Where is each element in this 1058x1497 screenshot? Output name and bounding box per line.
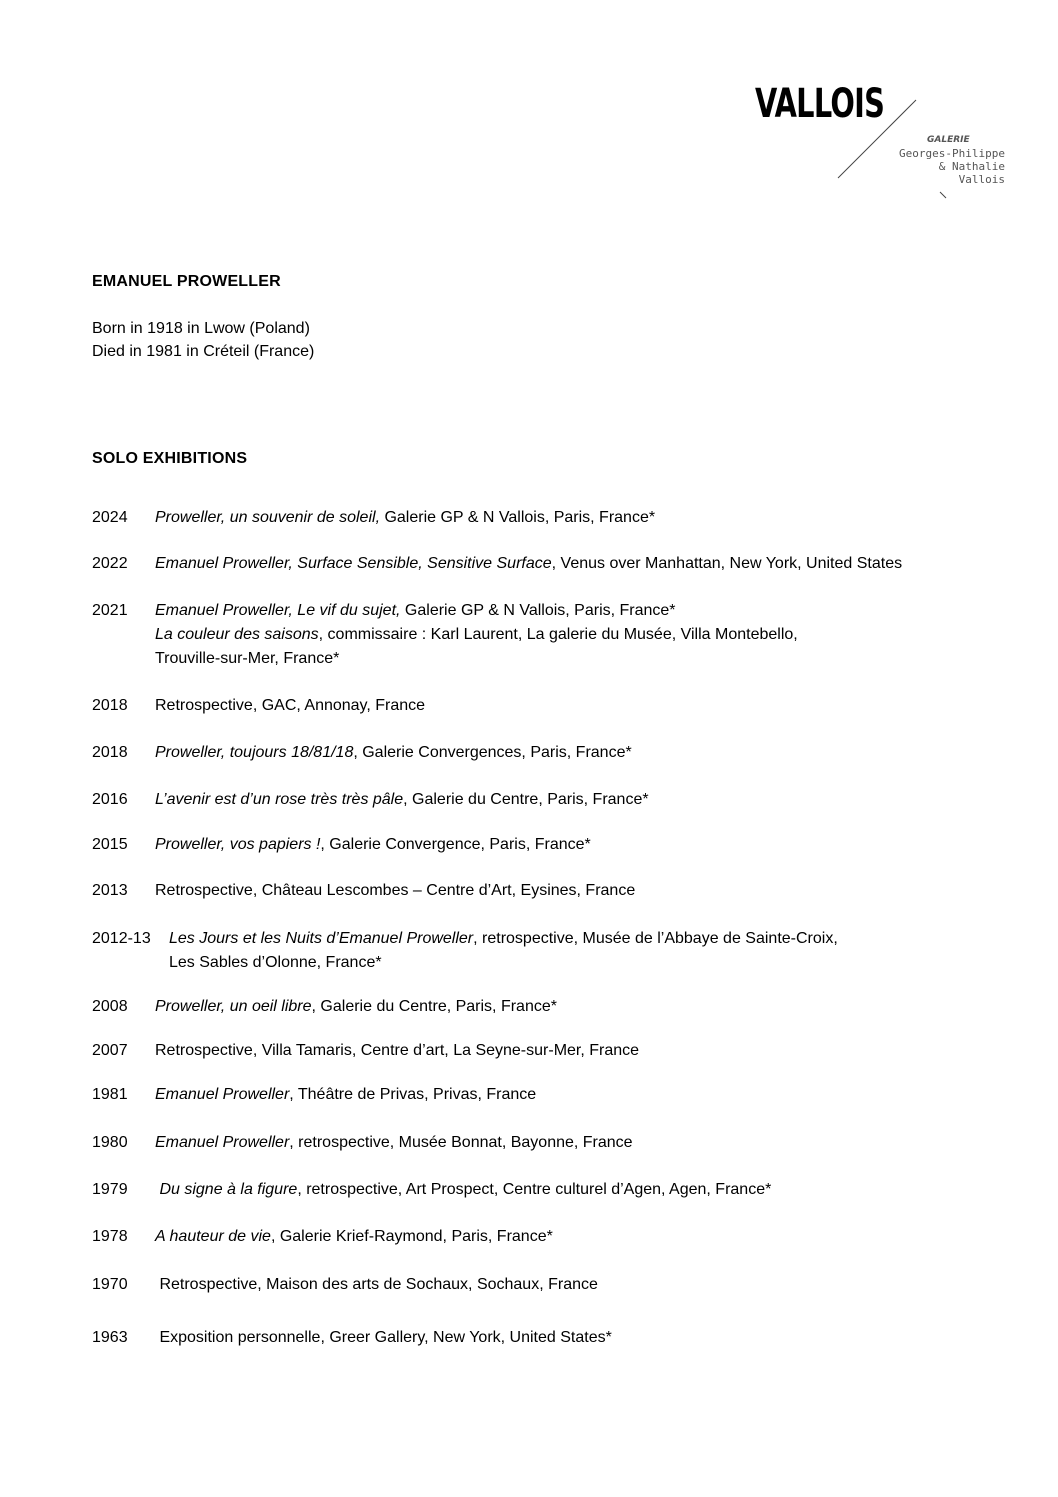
exhibition-year: 1970 (92, 1276, 128, 1293)
exhibition-entry (92, 995, 557, 1019)
artist-bio (92, 317, 314, 363)
logo-owners (890, 147, 1005, 186)
exhibition-year: 1963 (92, 1329, 128, 1346)
exhibition-details: Galerie GP & N Vallois, Paris, France* (400, 602, 676, 619)
exhibition-entry (92, 879, 635, 903)
exhibition-details: , retrospective, Musée de l’Abbaye de Sainte-Croix, (473, 930, 838, 947)
exhibition-title: Proweller, un souvenir de soleil, (155, 509, 381, 526)
exhibition-entry (92, 1326, 612, 1350)
exhibition-year: 2013 (92, 882, 128, 899)
exhibition-entry (92, 1225, 553, 1249)
gallery-logo (752, 80, 1052, 220)
exhibition-year: 2018 (92, 697, 128, 714)
exhibition-title: Proweller, toujours 18/81/18 (155, 744, 354, 761)
exhibition-year: 1980 (92, 1134, 128, 1151)
exhibition-year: 2024 (92, 509, 128, 526)
artist-name: EMANUEL PROWELLER (92, 273, 281, 290)
exhibition-details: Trouville-sur-Mer, France* (155, 650, 340, 667)
exhibition-year: 1981 (92, 1086, 128, 1103)
exhibition-entry (92, 741, 632, 765)
exhibition-year: 1978 (92, 1228, 128, 1245)
exhibition-title: Les Jours et les Nuits d’Emanuel Proweller (169, 930, 474, 947)
exhibition-entry (92, 833, 591, 857)
exhibition-year: 2015 (92, 836, 128, 853)
exhibition-year: 2007 (92, 1042, 128, 1059)
exhibition-year: 2016 (92, 791, 128, 808)
logo-owner-line: Vallois (958, 173, 1005, 186)
exhibition-entry (92, 1039, 639, 1063)
exhibition-year: 2022 (92, 555, 128, 572)
exhibition-details: Retrospective, Château Lescombes – Centre d’Art, Eysines, France (155, 882, 636, 899)
exhibition-entry (92, 1273, 598, 1297)
exhibition-entry (92, 552, 902, 576)
exhibition-title: La couleur des saisons (155, 626, 319, 643)
exhibition-entry (92, 1131, 633, 1155)
exhibition-title: Proweller, vos papiers ! (155, 836, 321, 853)
exhibition-details: Retrospective, Maison des arts de Sochaux, Sochaux, France (155, 1276, 598, 1293)
logo-owner-line: & Nathalie (938, 160, 1005, 173)
exhibition-entry (92, 599, 798, 671)
exhibition-entry (92, 1083, 536, 1107)
exhibition-details: , Galerie du Centre, Paris, France* (403, 791, 649, 808)
exhibition-details: , commissaire : Karl Laurent, La galerie du Musée, Villa Montebello, (318, 626, 798, 643)
exhibition-details: , Galerie du Centre, Paris, France* (311, 998, 557, 1015)
exhibition-title: Du signe à la figure (155, 1181, 298, 1198)
exhibition-details: Retrospective, Villa Tamaris, Centre d’art, La Seyne-sur-Mer, France (155, 1042, 640, 1059)
exhibition-title: Emanuel Proweller, Le vif du sujet, (155, 602, 401, 619)
exhibition-title: A hauteur de vie (155, 1228, 271, 1245)
exhibition-entry (92, 1178, 771, 1202)
exhibition-year: 2012-13 (92, 930, 151, 947)
exhibition-year: 2021 (92, 602, 128, 619)
exhibition-entry (92, 694, 425, 718)
logo-galerie-label: GALERIE (927, 135, 970, 145)
exhibition-year: 2018 (92, 744, 128, 761)
exhibition-title: L’avenir est d’un rose très très pâle (155, 791, 404, 808)
birth-line: Born in 1918 in Lwow (Poland) (92, 320, 310, 337)
exhibition-details: Exposition personnelle, Greer Gallery, New York, United States* (155, 1329, 612, 1346)
exhibition-details: , Galerie Krief-Raymond, Paris, France* (270, 1228, 553, 1245)
exhibition-details: Les Sables d’Olonne, France* (169, 954, 382, 971)
exhibition-details: , Galerie Convergence, Paris, France* (320, 836, 591, 853)
exhibition-details: , retrospective, Musée Bonnat, Bayonne, France (289, 1134, 633, 1151)
exhibition-title: Emanuel Proweller, Surface Sensible, Sensitive Surface (155, 555, 552, 572)
death-line: Died in 1981 in Créteil (France) (92, 343, 315, 360)
exhibition-title: Emanuel Proweller (155, 1086, 290, 1103)
exhibition-entry (92, 927, 838, 975)
exhibition-entry (92, 506, 655, 530)
exhibition-details: , Théâtre de Privas, Privas, France (289, 1086, 537, 1103)
exhibition-details: , Galerie Convergences, Paris, France* (353, 744, 632, 761)
exhibition-details: , retrospective, Art Prospect, Centre culturel d’Agen, Agen, France* (297, 1181, 772, 1198)
exhibition-details: Galerie GP & N Vallois, Paris, France* (380, 509, 656, 526)
section-title: SOLO EXHIBITIONS (92, 450, 248, 467)
exhibition-title: Emanuel Proweller (155, 1134, 290, 1151)
exhibition-title: Proweller, un oeil libre (155, 998, 312, 1015)
logo-owner-line: Georges-Philippe (899, 147, 1005, 160)
exhibition-year: 1979 (92, 1181, 128, 1198)
logo-brand: VALLOIS (755, 81, 885, 127)
exhibition-entry (92, 788, 649, 812)
exhibition-details: , Venus over Manhattan, New York, United States (551, 555, 903, 572)
exhibition-details: Retrospective, GAC, Annonay, France (155, 697, 426, 714)
exhibition-year: 2008 (92, 998, 128, 1015)
